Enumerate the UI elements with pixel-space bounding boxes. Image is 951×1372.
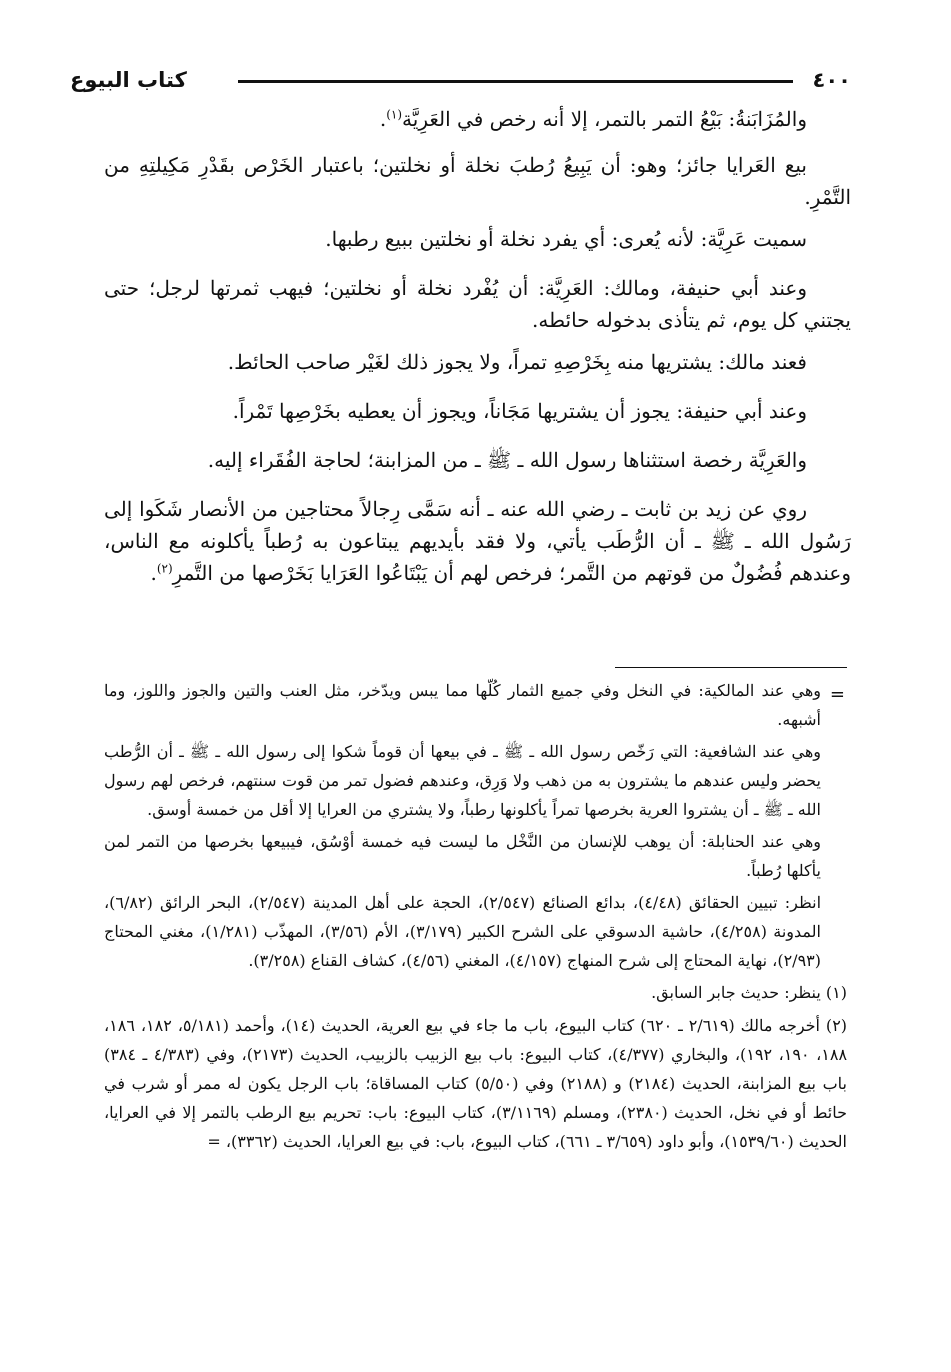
footnote-1: (١) ينظر: حديث جابر السابق. — [651, 983, 847, 1002]
period: . — [150, 561, 157, 585]
continuation-mark-top: = — [829, 684, 845, 705]
paragraph-abu-hanifa: وعند أبي حنيفة: يجوز أن يشتريها مَجَاناً، ويجوز أن يعطيه بخَرْصِها تَمْراً. — [232, 399, 807, 423]
footnote-hanbali: وهي عند الحنابلة: أن يوهب للإنسان من النَّخْل ما ليست فيه خمسة أوْسُق، فيبيعها بخرصها من التمر لمن يأكلها رُطباً. — [104, 832, 821, 880]
footnote-ref-2[interactable]: (٢) — [156, 561, 173, 576]
paragraph-malik: فعند مالك: يشتريها منه بِخَرْصِهِ تمراً، ولا يجوز ذلك لغَيْر صاحب الحائط. — [227, 350, 807, 374]
paragraph-muzabana — [104, 103, 851, 135]
footnote-ref-1[interactable]: (١) — [386, 107, 403, 122]
paragraph-araya-sale: بيع العَرايا جائز؛ وهو: أن يَبِيعُ رُطبَ نخلة أو نخلتين؛ باعتبار الخَرْص بقَدْرِ مَكِيلتِهِ من التَّمْرِ. — [104, 153, 851, 209]
paragraph-naming: سميت عَرِيَّة: لأنه يُعرى: أي يفرد نخلة أو نخلتين ببيع رطبها. — [325, 227, 807, 251]
footnotes — [104, 676, 847, 1159]
book-title: كتاب البيوع — [70, 68, 187, 92]
paragraph-hanafi-maliki: وعند أبي حنيفة، ومالك: العَرِيَّة: أن يُفْرد نخلة أو نخلتين؛ فيهب ثمرتها لرجل؛ حتى يجتني كل يوم، ثم يتأذى بدخوله حائطه. — [104, 276, 851, 332]
paragraph-text: والمُزَابَنةُ: بَيْعُ التمر بالتمر، إلا أنه رخص في العَرِيَّة — [402, 107, 807, 131]
footnote-references: انظر: تبيين الحقائق (٤/٤٨)، بدائع الصنائع (٢/٥٤٧)، الحجة على أهل المدينة (٢/٥٤٧)، البحر الرائق (٦/٨٢)، المدونة (٤/٢٥٨)، حاشية الدسوقي على الشرح الكبير (٣/١٧٩)، الأم (٣/٥٦)، المهذّب (١/٢٨١)، مغني المحتاج (٢/٩٣)، نهاية المحتاج إلى شرح المنهاج (٤/١٥٧)، المغني (٤/٥٦)، كشاف القناع (٣/٢٥٨). — [104, 893, 822, 970]
footnote-maliki: وهي عند المالكية: في النخل وفي جميع الثمار كُلّها مما يبس ويدّخر، مثل العنب والتين والجوز واللوز، وما أشبهه. — [104, 681, 821, 729]
period: . — [379, 107, 387, 131]
page-number: ٤٠٠ — [812, 68, 851, 92]
footnote-shafii: وهي عند الشافعية: التي رَخّص رسول الله ـ ﷺ ـ في بيعها أن قوماً شكوا إلى رسول الله ـ ﷺ ـ أن الرُّطب يحضر وليس عندهم ما يشترون به من ذهب ولا وَرِق، وعندهم فضول تمر من قوت سنتهم، فرخص لهم رسول الله ـ ﷺ ـ أن يشتروا العرية بخرصها تمراً يأكلونها رطباً، ولا يشتري من العرايا إلا أقل من خمسة أوسق. — [104, 742, 822, 819]
paragraph-zayd-hadith — [104, 493, 851, 589]
main-text — [104, 103, 851, 599]
paragraph-text: روي عن زيد بن ثابت ـ رضي الله عنه ـ أنه سَمَّى رِجالاً محتاجين من الأنصار شَكَوا إلى رَسُول الله ـ ﷺ ـ أن الرُّطَب يأتي، ولا فقد بأيديهم يبتاعون به رُطباً يأكلونه مع الناس، وعندهم فُضُولٌ من قوتهم من التَّمر؛ فرخص لهم أن يَبْتَاعُوا العَرَايا بَخَرْصها من التَّمرِ — [104, 497, 851, 585]
paragraph-rukhsa: والعَرِيَّة رخصة استثناها رسول الله ـ ﷺ ـ من المزابنة؛ لحاجة الفُقَراء إليه. — [207, 448, 807, 472]
running-head — [70, 66, 851, 106]
footnote-separator — [615, 667, 847, 668]
header-rule — [238, 80, 793, 83]
footnote-2: (٢) أخرجه مالك (٢/٦١٩ ـ ٦٢٠) كتاب البيوع، باب ما جاء في بيع العرية، الحديث (١٤)، وأحمد (٥/١٨١، ١٨٢، ١٨٦، ١٨٨، ١٩٠، ١٩٢)، والبخاري (٤/٣٧٧)، كتاب البيوع: باب بيع الزبيب بالزبيب، الحديث (٢١٧٣)، وفي (٤/٣٨٣ ـ ٣٨٤) باب بيع المزابنة، الحديث (٢١٨٤) و (٢١٨٨) وفي (٥/٥٠) كتاب المساقاة؛ باب الرجل يكون له ممر أو شرب في حائط أو في نخل، الحديث (٢٣٨٠)، ومسلم (٣/١١٦٩)، كتاب البيوع: باب: تحريم بيع الرطب بالتمر إلا في العرايا، الحديث (١٥٣٩/٦٠)، وأبو داود (٣/٦٥٩ ـ ٦٦١)، كتاب البيوع، باب: في بيع العرايا، الحديث (٣٣٦٢)، = — [104, 1016, 848, 1151]
